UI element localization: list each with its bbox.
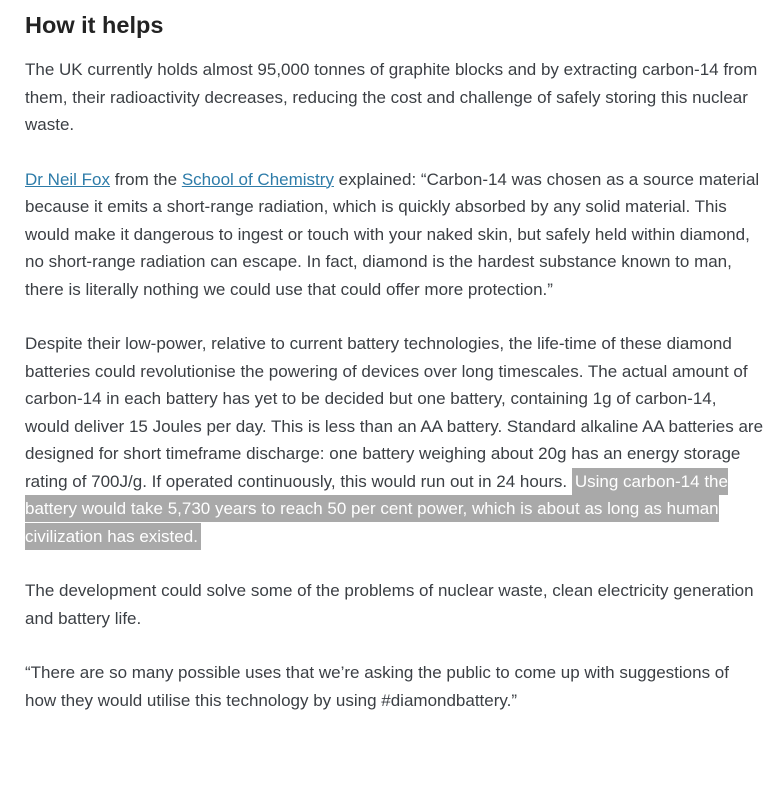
selected-text-highlight: Using carbon-14 the battery would take 5,730 years to reach 50 per cent power, which is about as long as human civilization has existed. bbox=[25, 468, 728, 550]
text-segment: explained: “Carbon-14 was chosen as a source material because it emits a short-range radiation, which is quickly absorbed by any solid material. This would make it dangerous to ingest or touch with your naked skin, but safely held within diamond, no short-range radiation can escape. In fact, diamond is the hardest substance known to man, there is literally nothing we could use that could offer more protection.” bbox=[25, 169, 760, 299]
paragraph-battery-lifetime bbox=[25, 330, 764, 550]
text-segment: Despite their low-power, relative to current battery technologies, the life-time of these diamond batteries could revolutionise the powering of devices over long timescales. The actual amount of carbon-14 in each battery has yet to be decided but one battery, containing 1g of carbon-14, would deliver 15 Joules per day. This is less than an AA battery. Standard alkaline AA batteries are designed for short timeframe discharge: one battery weighing about 20g has an energy storage rating of 700J/g. If operated continuously, this would run out in 24 hours. bbox=[25, 334, 764, 491]
paragraph-neil-fox-quote bbox=[25, 166, 764, 304]
paragraph-public-suggestions-quote: “There are so many possible uses that we’re asking the public to come up with suggestions of how they would utilise this technology by using #diamondbattery.” bbox=[25, 663, 729, 710]
section-heading: How it helps bbox=[25, 12, 164, 38]
text-segment: from the bbox=[110, 169, 182, 189]
paragraph-development: The development could solve some of the problems of nuclear waste, clean electricity generation and battery life. bbox=[25, 581, 754, 628]
link-school-of-chemistry[interactable]: School of Chemistry bbox=[181, 169, 334, 189]
link-dr-neil-fox[interactable]: Dr Neil Fox bbox=[25, 169, 111, 189]
paragraph-graphite-blocks: The UK currently holds almost 95,000 tonnes of graphite blocks and by extracting carbon-14 from them, their radioactivity decreases, reducing the cost and challenge of safely storing this nuclear waste. bbox=[25, 60, 758, 134]
